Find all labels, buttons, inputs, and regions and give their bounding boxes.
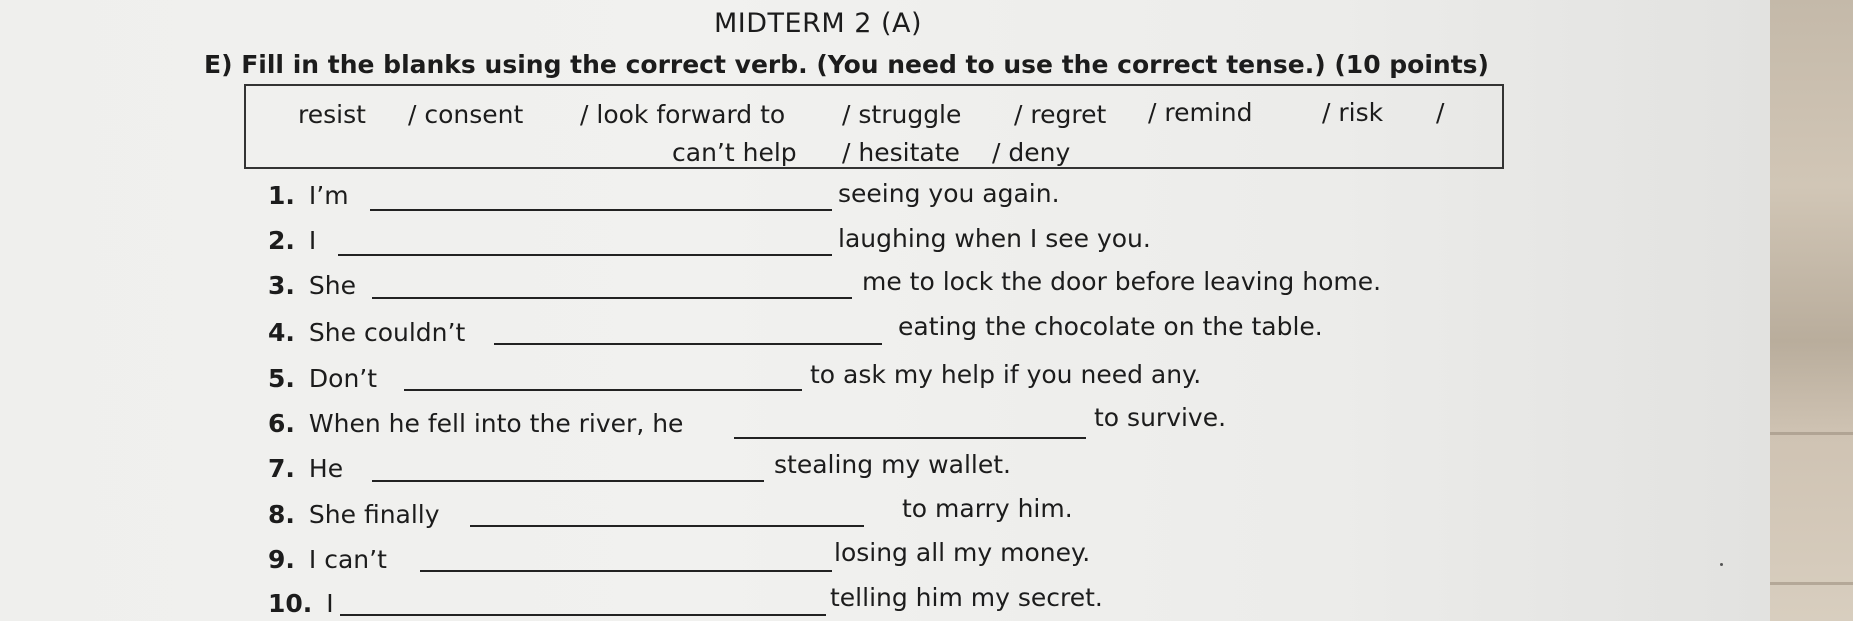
question-text: He: [308, 454, 344, 483]
question-number: 8.: [268, 500, 295, 529]
question-continuation: losing all my money.: [834, 538, 1091, 567]
word-bank-box: [244, 84, 1504, 169]
answer-blank-5[interactable]: [404, 389, 802, 391]
question-continuation: to survive.: [1094, 403, 1227, 432]
question-number: 7.: [268, 454, 295, 483]
question-7: [268, 454, 343, 483]
question-text: Don’t: [308, 364, 378, 393]
question-number: 9.: [268, 545, 295, 574]
question-text: When he fell into the river, he: [308, 409, 684, 438]
question-continuation: laughing when I see you.: [838, 224, 1151, 253]
word-bank-item: / look forward to: [580, 100, 786, 129]
exam-title: MIDTERM 2 (A): [714, 8, 923, 39]
question-number: 1.: [268, 181, 295, 210]
answer-blank-2[interactable]: [338, 254, 832, 256]
wall-seam: [1770, 582, 1853, 585]
answer-blank-10[interactable]: [340, 614, 826, 616]
question-continuation: to marry him.: [902, 494, 1073, 523]
answer-blank-1[interactable]: [370, 209, 832, 211]
question-continuation: to ask my help if you need any.: [810, 360, 1202, 389]
question-continuation: telling him my secret.: [830, 583, 1103, 612]
question-text: She finally: [308, 500, 440, 529]
question-9: [268, 545, 387, 574]
word-bank-item: / hesitate: [842, 138, 960, 167]
word-bank-item: / risk: [1322, 98, 1384, 127]
question-text: I can’t: [308, 545, 387, 574]
question-continuation: seeing you again.: [838, 179, 1060, 208]
question-text: I: [308, 226, 317, 255]
question-4: [268, 318, 465, 347]
question-2: [268, 226, 316, 255]
question-text: I’m: [308, 181, 349, 210]
question-continuation: eating the chocolate on the table.: [898, 312, 1323, 341]
answer-blank-9[interactable]: [420, 570, 832, 572]
answer-blank-7[interactable]: [372, 480, 764, 482]
wall-seam: [1770, 432, 1853, 435]
answer-blank-6[interactable]: [734, 437, 1086, 439]
question-6: [268, 409, 683, 438]
question-3: [268, 271, 356, 300]
question-number: 10.: [268, 589, 313, 618]
word-bank-item: / consent: [408, 100, 524, 129]
answer-blank-8[interactable]: [470, 525, 864, 527]
question-text: I: [326, 589, 334, 618]
question-8: [268, 500, 440, 529]
answer-blank-4[interactable]: [494, 343, 882, 345]
question-number: 2.: [268, 226, 295, 255]
background-wall: [1770, 0, 1853, 621]
question-text: She couldn’t: [308, 318, 466, 347]
question-text: She: [308, 271, 357, 300]
answer-blank-3[interactable]: [372, 297, 852, 299]
question-number: 4.: [268, 318, 295, 347]
question-continuation: stealing my wallet.: [774, 450, 1011, 479]
question-1: [268, 181, 349, 210]
word-bank-item: / remind: [1148, 98, 1253, 127]
word-bank-item: / regret: [1014, 100, 1107, 129]
instruction-text: E) Fill in the blanks using the correct verb. (You need to use the correct tense.) (10 points): [204, 50, 1489, 79]
word-bank-item: resist: [298, 100, 366, 129]
word-bank-item: / struggle: [842, 100, 962, 129]
question-continuation: me to lock the door before leaving home.: [862, 267, 1382, 296]
paper-speck: [1720, 563, 1723, 566]
word-bank-item: can’t help: [672, 138, 797, 167]
question-number: 6.: [268, 409, 295, 438]
question-number: 3.: [268, 271, 295, 300]
word-bank-item: /: [1436, 98, 1445, 127]
question-10: [268, 589, 334, 618]
word-bank-item: / deny: [992, 138, 1071, 167]
question-5: [268, 364, 377, 393]
question-number: 5.: [268, 364, 295, 393]
